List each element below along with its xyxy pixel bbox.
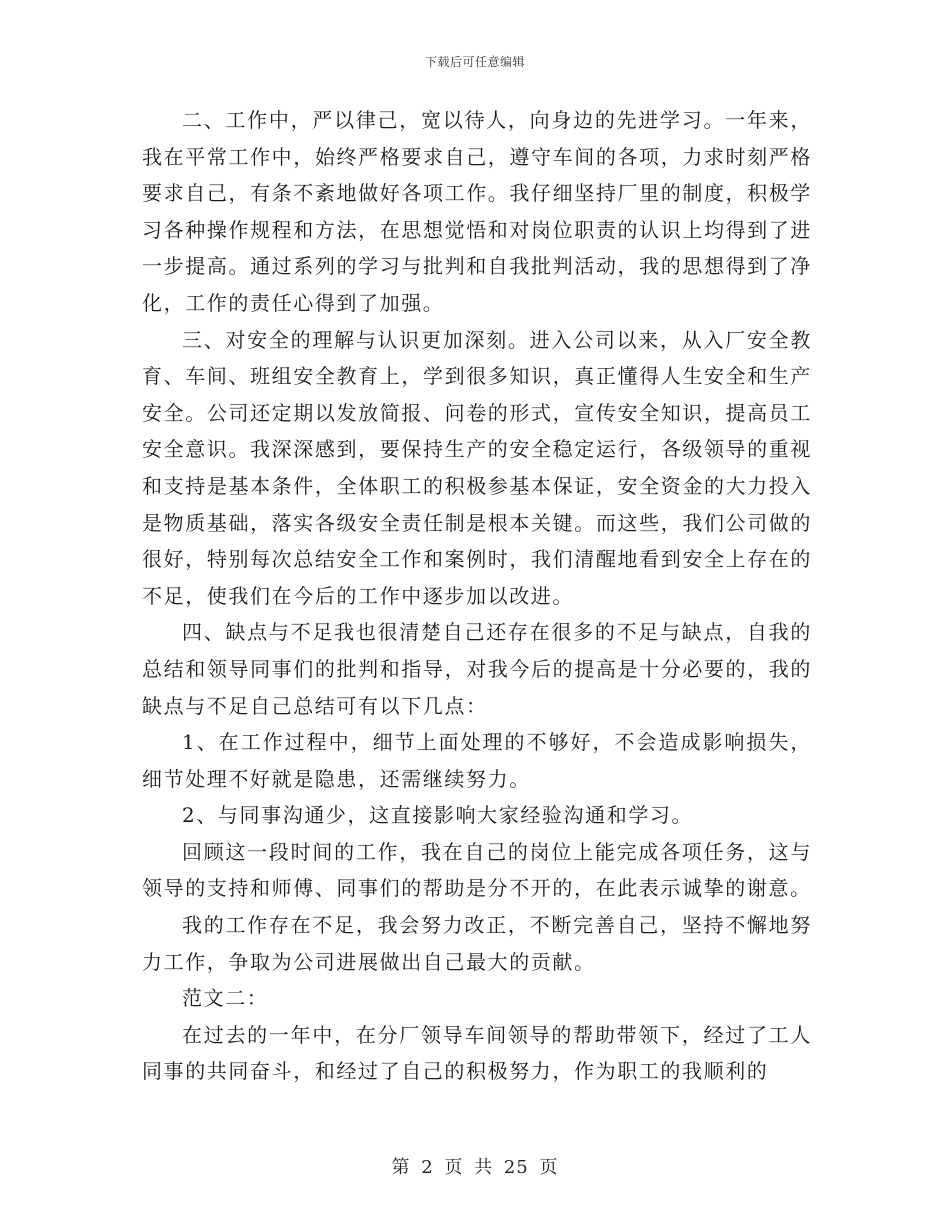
paragraph-sample-intro: 在过去的一年中，在分厂领导车间领导的帮助带领下，经过了工人同事的共同奋斗，和经过了自己的积极努力，作为职工的我顺利的 [142,1022,812,1084]
paragraph-commitment: 我的工作存在不足，我会努力改正，不断完善自己，坚持不懈地努力工作，争取为公司进展做出自己最大的贡献。 [142,913,812,974]
paragraph-safety-awareness: 三、对安全的理解与认识更加深刻。进入公司以来，从入厂安全教育、车间、班组安全教育上，学到很多知识，真正懂得人生安全和生产安全。公司还定期以发放简报、问卷的形式，宣传安全知识，提高员工安全意识。我深深感到，要保持生产的安全稳定运行，各级领导的重视和支持是基本条件，全体职工的积极参基本保证，安全资金的大力投入是物质基础，落实各级安全责任制是根本关键。而这些，我们公司做的很好，特别每次总结安全工作和案例时，我们清醒地看到安全上存在的不足，使我们在今后的工作中逐步加以改进。 [142,327,812,608]
body-text [142,102,812,1090]
paragraph-review: 回顾这一段时间的工作，我在自己的岗位上能完成各项任务，这与领导的支持和师傅、同事们的帮助是分不开的，在此表示诚挚的谢意。 [142,839,812,901]
paragraph-point-1: 1、在工作过程中，细节上面处理的不够好，不会造成影响损失，细节处理不好就是隐患，还需继续努力。 [142,730,812,791]
paragraph-sample-heading: 范文二： [182,986,269,1011]
paragraph-shortcomings: 四、缺点与不足我也很清楚自己还存在很多的不足与缺点，自我的总结和领导同事们的批判和指导，对我今后的提高是十分必要的，我的缺点与不足自己总结可有以下几点： [142,620,812,718]
header-note: 下载后可任意编辑 [424,55,525,69]
paragraph-work-discipline: 二、工作中，严以律己，宽以待人，向身边的先进学习。一年来，我在平常工作中，始终严格要求自己，遵守车间的各项，力求时刻严格要求自己，有条不紊地做好各项工作。我仔细坚持厂里的制度，积极学习各种操作规程和方法，在思想觉悟和对岗位职责的认识上均得到了进一步提高。通过系列的学习与批判和自我批判活动，我的思想得到了净化，工作的责任心得到了加强。 [142,108,812,315]
paragraph-point-2: 2、与同事沟通少，这直接影响大家经验沟通和学习。 [182,803,694,828]
page-number: 第 2 页 共 25 页 [391,1157,559,1178]
